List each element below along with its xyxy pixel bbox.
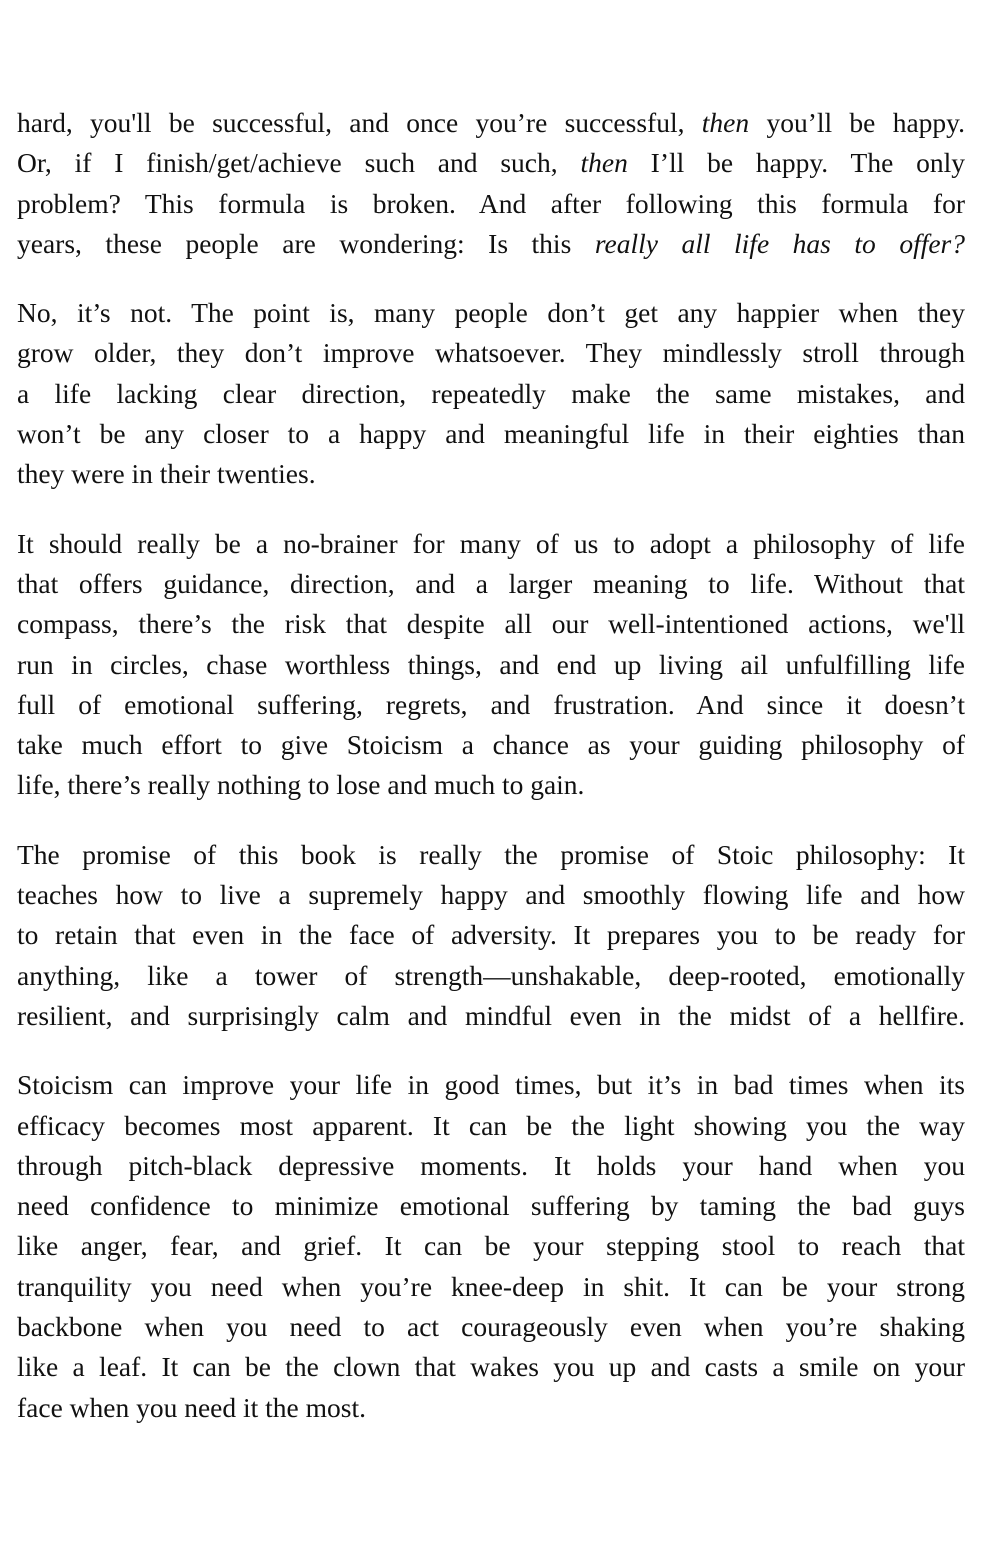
text-line bbox=[17, 103, 965, 143]
text-run: No, it’s not. The point is, many people don’t get any happier when they bbox=[17, 297, 965, 329]
text-run: It should really be a no-brainer for many of us to adopt a philosophy of life bbox=[17, 527, 965, 559]
text-line bbox=[17, 224, 965, 264]
text-run: teaches how to live a supremely happy and smoothly flowing life and how bbox=[17, 879, 965, 911]
text-run: Stoicism can improve your life in good times, but it’s in bad times when its bbox=[17, 1069, 965, 1101]
text-line bbox=[17, 1146, 965, 1186]
text-line bbox=[17, 835, 965, 875]
book-page bbox=[17, 107, 965, 1457]
text-run: years, these people are wondering: Is this bbox=[17, 227, 595, 259]
text-run: face when you need it the most. bbox=[17, 1391, 366, 1423]
text-line bbox=[17, 1388, 965, 1428]
text-run: resilient, and surprisingly calm and mindful even in the midst of a hellfire. bbox=[17, 999, 965, 1031]
text-run: backbone when you need to act courageously even when you’re shaking bbox=[17, 1311, 965, 1343]
text-run: need confidence to minimize emotional suffering by taming the bad guys bbox=[17, 1190, 965, 1222]
text-run: I’ll be happy. The only bbox=[627, 147, 965, 179]
text-line bbox=[17, 454, 965, 494]
text-run: life, there’s really nothing to lose and much to gain. bbox=[17, 769, 585, 801]
text-line bbox=[17, 184, 965, 224]
paragraph bbox=[17, 293, 965, 494]
text-run: like a leaf. It can be the clown that wakes you up and casts a smile on your bbox=[17, 1351, 965, 1383]
page-body-text bbox=[17, 103, 965, 1428]
paragraph bbox=[17, 524, 965, 806]
text-line bbox=[17, 333, 965, 373]
text-run: to retain that even in the face of adversity. It prepares you to be ready for bbox=[17, 919, 965, 951]
text-line bbox=[17, 645, 965, 685]
text-line bbox=[17, 1347, 965, 1387]
text-run: grow older, they don’t improve whatsoever. They mindlessly stroll through bbox=[17, 337, 965, 369]
italic-text: then bbox=[580, 147, 628, 179]
text-line bbox=[17, 956, 965, 996]
text-line bbox=[17, 414, 965, 454]
text-run: a life lacking clear direction, repeatedly make the same mistakes, and bbox=[17, 377, 965, 409]
text-run: The promise of this book is really the promise of Stoic philosophy: It bbox=[17, 838, 965, 870]
paragraph bbox=[17, 835, 965, 1036]
text-line bbox=[17, 915, 965, 955]
text-run: Or, if I finish/get/achieve such and such, bbox=[17, 147, 581, 179]
italic-text: really all life has to offer? bbox=[594, 227, 965, 259]
text-run: they were in their twenties. bbox=[17, 458, 316, 490]
text-line bbox=[17, 1065, 965, 1105]
text-run: take much effort to give Stoicism a chance as your guiding philosophy of bbox=[17, 729, 965, 761]
italic-text: then bbox=[701, 107, 750, 138]
text-run: won’t be any closer to a happy and meaningful life in their eighties than bbox=[17, 418, 965, 450]
text-line bbox=[17, 765, 965, 805]
text-run: that offers guidance, direction, and a larger meaning to life. Without that bbox=[17, 567, 965, 599]
text-line bbox=[17, 1226, 965, 1266]
text-line bbox=[17, 143, 965, 183]
text-run: through pitch-black depressive moments. It holds your hand when you bbox=[17, 1149, 965, 1181]
text-run: efficacy becomes most apparent. It can be the light showing you the way bbox=[17, 1109, 965, 1141]
text-run: you’ll be happy. bbox=[749, 107, 965, 138]
text-run: like anger, fear, and grief. It can be your stepping stool to reach that bbox=[17, 1230, 965, 1262]
text-line bbox=[17, 524, 965, 564]
text-line bbox=[17, 1307, 965, 1347]
text-run: tranquility you need when you’re knee-deep in shit. It can be your strong bbox=[17, 1270, 965, 1302]
text-run: anything, like a tower of strength—unshakable, deep-rooted, emotionally bbox=[17, 959, 965, 991]
text-line bbox=[17, 1106, 965, 1146]
text-run: hard, you'll be successful, and once you’re successful, bbox=[17, 107, 702, 138]
text-line bbox=[17, 564, 965, 604]
paragraph bbox=[17, 1065, 965, 1428]
text-run: full of emotional suffering, regrets, and frustration. And since it doesn’t bbox=[17, 688, 965, 720]
text-line bbox=[17, 374, 965, 414]
text-line bbox=[17, 1186, 965, 1226]
text-run: problem? This formula is broken. And after following this formula for bbox=[17, 187, 965, 219]
text-line bbox=[17, 685, 965, 725]
text-run: run in circles, chase worthless things, and end up living ail unfulfilling life bbox=[17, 648, 965, 680]
text-run: compass, there’s the risk that despite all our well-intentioned actions, we'll bbox=[17, 608, 965, 640]
paragraph bbox=[17, 103, 965, 264]
text-line bbox=[17, 725, 965, 765]
text-line bbox=[17, 1267, 965, 1307]
text-line bbox=[17, 293, 965, 333]
text-line bbox=[17, 996, 965, 1036]
text-line bbox=[17, 875, 965, 915]
text-line bbox=[17, 604, 965, 644]
